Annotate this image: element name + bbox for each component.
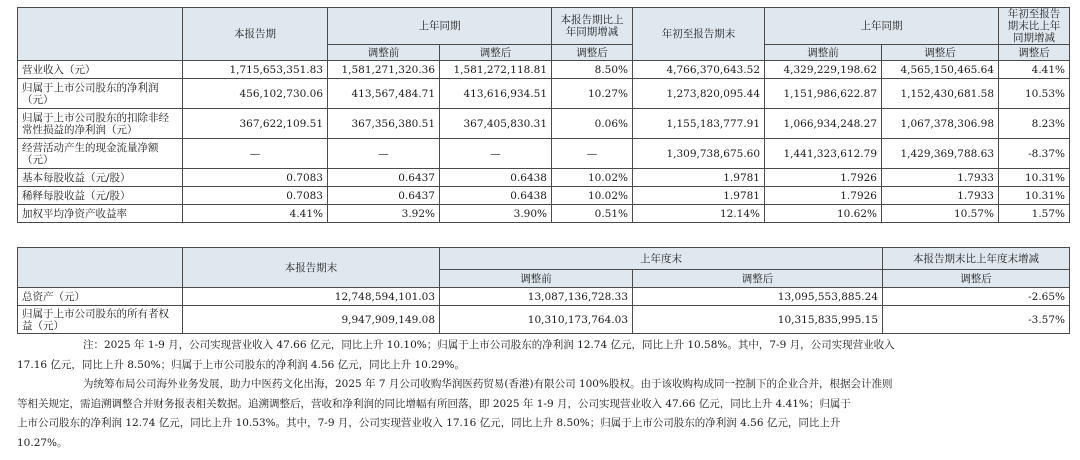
cell-value: -3.57%	[883, 306, 1070, 334]
header-after-adjustment: 调整后	[633, 270, 883, 288]
cell-value: 10.02%	[552, 187, 633, 205]
note-2-line-1: 为统筹布局公司海外业务发展，助力中医药文化出海，2025 年 7 月公司收购华润医药贸易(香港)有限公司 100%股权。由于该收购构成同一控制下的企业合并，根据会计准则	[83, 378, 893, 390]
cell-value: 3.90%	[440, 205, 552, 223]
cell-value: 1,581,271,320.36	[328, 61, 440, 79]
cell-value: 1,155,183,777.91	[633, 109, 765, 139]
header-row-1	[18, 248, 1070, 270]
cell-value: 0.51%	[552, 205, 633, 223]
cell-value: 1,273,820,095.44	[633, 79, 765, 109]
header-blank	[18, 8, 183, 61]
header-current-period: 本报告期	[183, 8, 328, 61]
cell-value: 1.9781	[633, 187, 765, 205]
cell-value: 367,622,109.51	[183, 109, 328, 139]
cell-value: —	[328, 139, 440, 169]
header-blank	[18, 248, 183, 288]
row-label: 稀释每股收益（元/股）	[18, 187, 183, 205]
cell-value: 10.53%	[999, 79, 1070, 109]
row-label: 加权平均净资产收益率	[18, 205, 183, 223]
cell-value: 4,766,370,643.52	[633, 61, 765, 79]
cell-value: —	[183, 139, 328, 169]
cell-value: 10.27%	[552, 79, 633, 109]
header-after-adjustment-2: 调整后	[883, 270, 1070, 288]
cell-value: 1,152,430,681.58	[882, 79, 999, 109]
header-before-adjustment: 调整前	[328, 45, 440, 61]
cell-value: 13,095,553,885.24	[633, 288, 883, 306]
cell-value: 456,102,730.06	[183, 79, 328, 109]
notes-section	[17, 336, 1072, 453]
row-label: 总资产（元）	[18, 288, 183, 306]
header-after-adjustment: 调整后	[440, 45, 552, 61]
cell-value: 10.31%	[999, 169, 1070, 187]
header-after-adjustment-4: 调整后	[999, 45, 1070, 61]
row-label: 基本每股收益（元/股）	[18, 169, 183, 187]
cell-value: 9,947,909,149.08	[183, 306, 440, 334]
cell-value: 1.7933	[882, 187, 999, 205]
header-row-1	[18, 8, 1070, 45]
row-label: 归属于上市公司股东的所有者权益（元）	[18, 306, 183, 334]
cell-value: 1,067,378,306.98	[882, 109, 999, 139]
cell-value: 4.41%	[999, 61, 1070, 79]
header-after-adjustment-3: 调整后	[882, 45, 999, 61]
cell-value: —	[440, 139, 552, 169]
cell-value: 1.7926	[765, 187, 882, 205]
cell-value: 367,405,830.31	[440, 109, 552, 139]
header-current-vs-prev: 本报告期比上年同期增减	[552, 8, 633, 45]
table-row	[18, 61, 1070, 79]
cell-value: 367,356,380.51	[328, 109, 440, 139]
row-label: 归属于上市公司股东的扣除非经常性损益的净利润（元）	[18, 109, 183, 139]
row-label: 经营活动产生的现金流量净额（元）	[18, 139, 183, 169]
cell-value: 10.02%	[552, 169, 633, 187]
cell-value: -2.65%	[883, 288, 1070, 306]
note-1-line-1: 注：2025 年 1-9 月，公司实现营业收入 47.66 亿元，同比上升 10.10%；归属于上市公司股东的净利润 12.74 亿元，同比上升 10.58%。其中，7-9 月，公司实现营业收入	[83, 339, 895, 351]
cell-value: 4,329,229,198.62	[765, 61, 882, 79]
cell-value: 1.57%	[999, 205, 1070, 223]
cell-value: 0.6438	[440, 187, 552, 205]
table-row	[18, 79, 1070, 109]
cell-value: 10.62%	[765, 205, 882, 223]
header-before-adjustment-2: 调整前	[765, 45, 882, 61]
table-row	[18, 187, 1070, 205]
cell-value: 1.9781	[633, 169, 765, 187]
cell-value: 8.50%	[552, 61, 633, 79]
header-period-end: 本报告期末	[183, 248, 440, 288]
table-row	[18, 288, 1070, 306]
cell-value: -8.37%	[999, 139, 1070, 169]
financial-indicators-table	[17, 7, 1070, 223]
table-row	[18, 169, 1070, 187]
cell-value: 0.6438	[440, 169, 552, 187]
note-1-line-2: 17.16 亿元，同比上升 8.50%；归属于上市公司股东的净利润 4.56 亿元，同比上升 10.29%。	[17, 358, 466, 371]
note-2-line-2: 等相关规定，需追溯调整合并财务报表相关数据。追溯调整后，营收和净利润的同比增幅有所回落，即 2025 年 1-9 月，公司实现营业收入 47.66 亿元，同比上升 4.41%；归属于	[17, 397, 851, 410]
cell-value: 10,315,835,995.15	[633, 306, 883, 334]
header-prev-same-period: 上年同期	[328, 8, 552, 45]
cell-value: 0.6437	[328, 187, 440, 205]
cell-value: 0.06%	[552, 109, 633, 139]
cell-value: 10.57%	[882, 205, 999, 223]
cell-value: 10,310,173,764.03	[440, 306, 633, 334]
header-vs-prev-year-end: 本报告期末比上年度末增减	[883, 248, 1070, 270]
cell-value: 3.92%	[328, 205, 440, 223]
header-ytd-vs-prev: 年初至报告期末比上年同期增减	[999, 8, 1070, 45]
table-row	[18, 109, 1070, 139]
cell-value: —	[552, 139, 633, 169]
table-row	[18, 139, 1070, 169]
header-ytd: 年初至报告期末	[633, 8, 765, 61]
cell-value: 0.7083	[183, 169, 328, 187]
cell-value: 13,087,136,728.33	[440, 288, 633, 306]
cell-value: 1.7933	[882, 169, 999, 187]
cell-value: 1,441,323,612.79	[765, 139, 882, 169]
cell-value: 0.6437	[328, 169, 440, 187]
balance-sheet-table	[17, 247, 1070, 334]
header-after-adjustment-2: 调整后	[552, 45, 633, 61]
cell-value: 1,066,934,248.27	[765, 109, 882, 139]
cell-value: 413,567,484.71	[328, 79, 440, 109]
row-label: 营业收入（元）	[18, 61, 183, 79]
header-before-adjustment: 调整前	[440, 270, 633, 288]
cell-value: 1,309,738,675.60	[633, 139, 765, 169]
header-prev-year-end: 上年度末	[440, 248, 883, 270]
cell-value: 8.23%	[999, 109, 1070, 139]
cell-value: 1,581,272,118.81	[440, 61, 552, 79]
cell-value: 4,565,150,465.64	[882, 61, 999, 79]
note-2-line-3: 上市公司股东的净利润 12.74 亿元，同比上升 10.53%。其中，7-9 月，公司实现营业收入 17.16 亿元，同比上升 8.50%；归属于上市公司股东的净利润 4.56 亿元，同比上升	[17, 417, 841, 429]
cell-value: 1,715,653,351.83	[183, 61, 328, 79]
cell-value: 1.7926	[765, 169, 882, 187]
cell-value: 1,429,369,788.63	[882, 139, 999, 169]
header-prev-same-period-2: 上年同期	[765, 8, 999, 45]
cell-value: 1,151,986,622.87	[765, 79, 882, 109]
row-label: 归属于上市公司股东的净利润（元）	[18, 79, 183, 109]
table-row	[18, 205, 1070, 223]
cell-value: 10.31%	[999, 187, 1070, 205]
table-row	[18, 306, 1070, 334]
cell-value: 413,616,934.51	[440, 79, 552, 109]
cell-value: 0.7083	[183, 187, 328, 205]
cell-value: 4.41%	[183, 205, 328, 223]
note-2-line-4: 10.27%。	[17, 436, 68, 449]
cell-value: 12,748,594,101.03	[183, 288, 440, 306]
cell-value: 12.14%	[633, 205, 765, 223]
